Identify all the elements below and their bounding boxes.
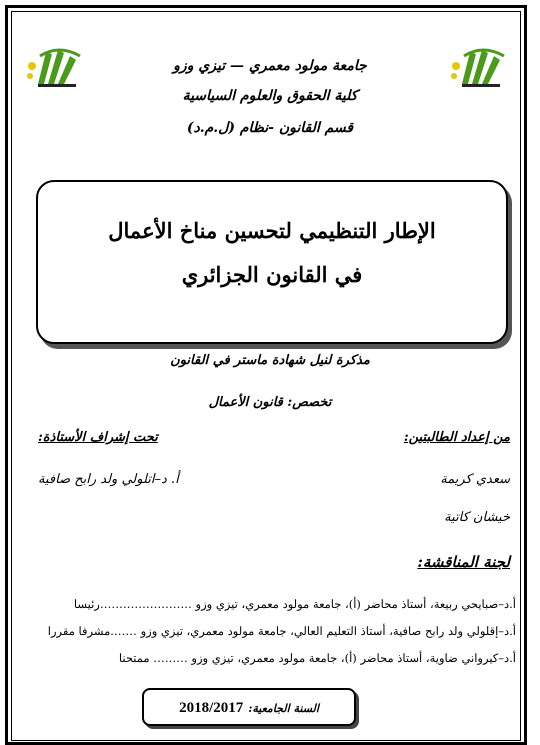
department-name: قسم القانون -نظام (ل.م.د) bbox=[186, 120, 354, 136]
academic-year-label: السنة الجامعية: bbox=[248, 702, 319, 715]
academic-year-box bbox=[142, 688, 356, 726]
university-name: جامعة مولود معمري — تيزي وزو bbox=[173, 58, 367, 74]
committee-member: أ.د–صبايحي ربيعة، أستاذ محاضر (أ)، جامعة مولود معمري، تيزي وزو ……………………رئيسا bbox=[73, 597, 516, 611]
specialty-text: تخصص: قانون الأعمال bbox=[208, 395, 332, 410]
supervisor-name: أ. د–اتلولي ولد رابح صافية bbox=[38, 472, 179, 487]
committee-member: أ.د–كيرواني ضاوية، أستاذ محاضر (أ)، جامعة مولود معمري، تيزي وزو ……… ممتحنا bbox=[118, 651, 516, 665]
academic-year-value: 2018/2017 bbox=[179, 700, 244, 716]
student-name-1: سعدي كريمة bbox=[440, 472, 510, 487]
thesis-title-box bbox=[36, 180, 508, 344]
faculty-name: كلية الحقوق والعلوم السياسية bbox=[182, 88, 358, 104]
degree-text: مذكرة لنيل شهادة ماستر في القانون bbox=[170, 353, 370, 368]
thesis-title-line2: في القانون الجزائري bbox=[181, 262, 363, 287]
thesis-title-line1: الإطار التنظيمي لتحسين مناخ الأعمال bbox=[108, 218, 436, 243]
students-label: من إعداد الطالبتين: bbox=[403, 430, 510, 445]
student-name-2: خيشان كاتية bbox=[444, 510, 510, 525]
committee-member: أ.د–إقلولي ولد رابح صافية، أستاذ التعليم العالي، جامعة مولود معمري، تيزي وزو …….مشرفا مقررا bbox=[47, 624, 516, 638]
supervisor-label: تحت إشراف الأستاذة: bbox=[38, 430, 158, 445]
committee-label: لجنة المناقشة: bbox=[417, 553, 510, 571]
